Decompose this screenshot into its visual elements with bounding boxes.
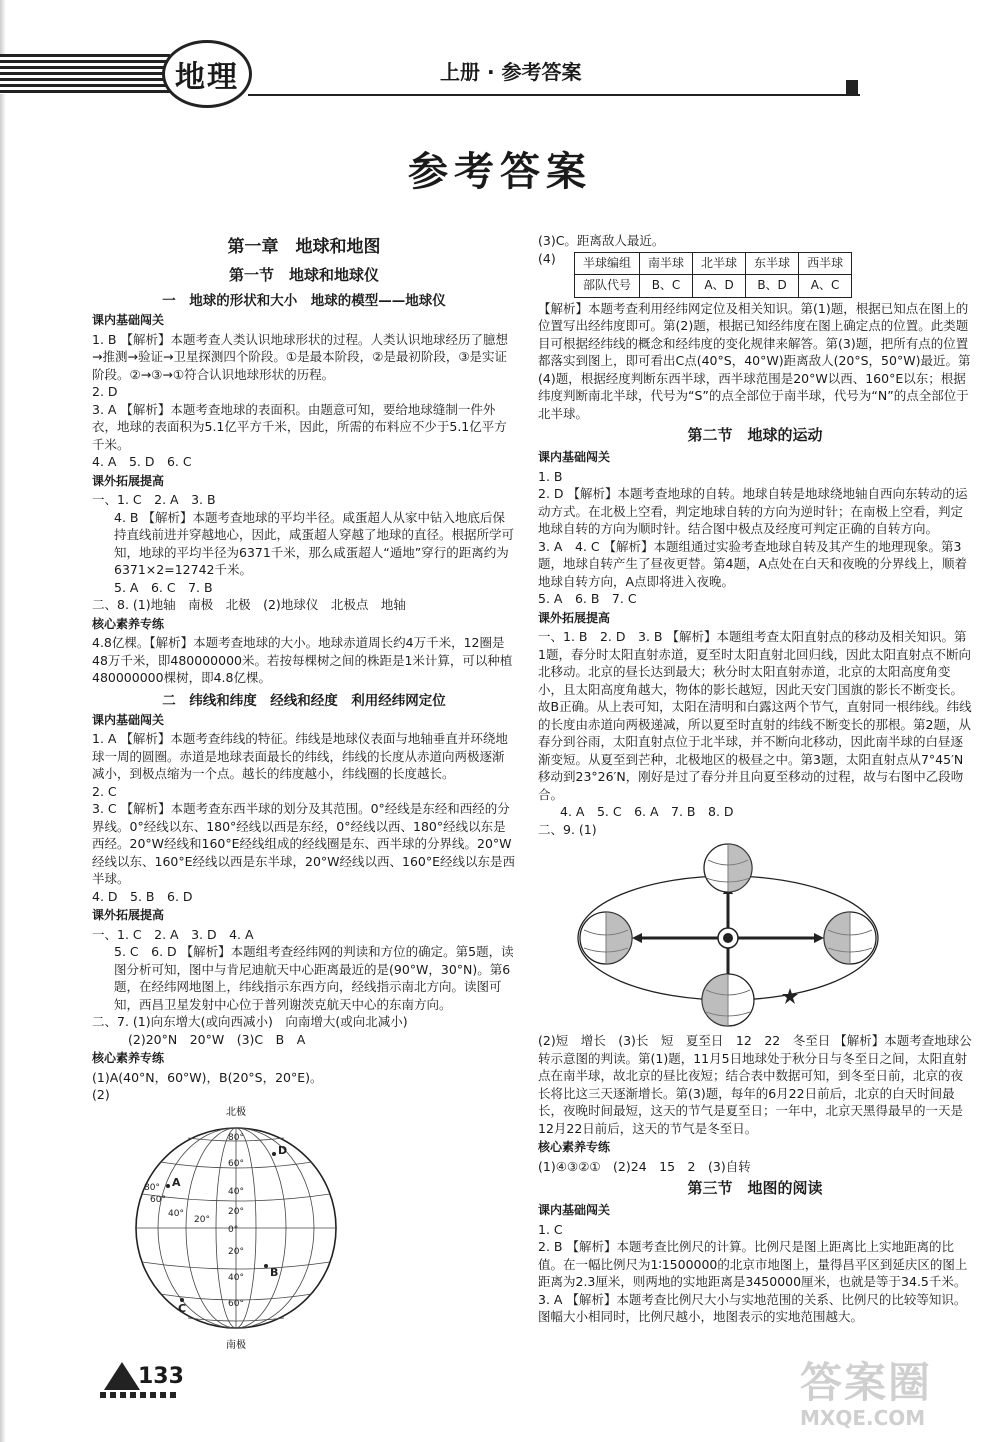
left-column [92,232,516,1352]
header-stripes [0,54,170,94]
block-heading: 核心素养专练 [92,1051,165,1065]
table-cell: 西半球 [799,252,852,275]
chapter-heading: 第一章 地球和地图 [227,237,381,257]
globe-graticule-figure [132,1104,352,1352]
section-heading-2: 第二节 地球的运动 [687,426,823,444]
globe-point-d: D [278,1143,288,1157]
globe-lat-label: 60° [228,1158,244,1169]
right-column [538,232,972,1326]
header-square [846,80,858,94]
answer-table-wrap [538,250,972,300]
block-heading: 课外拓展提高 [92,908,165,922]
page-number-triangle [104,1362,140,1390]
answer-item: 一、1. C 2. A 3. D 4. A [92,926,254,942]
block-heading: 课内基础闯关 [92,712,165,727]
table-cell: 北半球 [693,252,746,275]
answer-item-number: (4) [538,250,556,266]
globe-point-a-dot [166,1184,170,1188]
subsection-heading-2: 二 纬线和纬度 经线和经度 利用经纬网定位 [162,692,446,709]
table-cell: B、D [746,275,799,298]
answer-item: 2. C [92,783,117,799]
globe-point-b-dot [264,1264,268,1268]
answer-item: (1)A(40°N，60°W)，B(20°S，20°E)。 [92,1069,323,1085]
answer-item: 3. A 4. C 【解析】本题组通过实验考查地球自转及其产生的地理现象。第3题，地球自转产生了昼夜更替。第4题，A点处在白天和夜晚的分界线上，顺着地球自转方向，A点即将进入夜晚。 [538,538,968,589]
globe-lon-label: 80° [144,1182,160,1193]
sun-icon [718,928,738,948]
page-number [100,1358,190,1398]
globe-lat-label: 80° [228,1132,244,1143]
answer-item: 1. B [538,468,563,484]
answer-item: (3)C。距离敌人最近。 [538,233,665,248]
page-title: 参考答案 [408,148,592,195]
block-heading: 课外拓展提高 [92,473,165,488]
answer-item: (2)短 增长 (3)长 短 夏至日 12 22 冬至日 【解析】本题考查地球公转示意图的判读。第(1)题，11月5日地球处于秋分日与冬至日之间，太阳直射点在南半球，故北京的昼比夜短；结合表中数据可知，到冬至日前，北京的夜长将比这三天逐渐增长。第(3)题，每年的6月22日前后，北京的白天时间最长，夜晚时间最短，这天的节气是夏至日；一年中，北京天黑得最早的一天是12月22日前后，这天的节气是冬至日。 [538,1033,972,1136]
subsection-heading-1: 一 地球的形状和大小 地球的模型——地球仪 [162,293,446,309]
answer-item: (2) [92,1087,110,1102]
answer-item: 2. B 【解析】本题考查比例尺的计算。比例尺是图上距离比上实地距离的比值。在一幅比例尺为1∶1500000的北京市地图上，量得昌平区到延庆区的图上距离为2.3厘米，则两地的实地距离是3450000厘米，也就是等于34.5千米。 [538,1239,968,1289]
globe-lon-label: 20° [194,1214,210,1225]
answer-item: 二、9. (1) [538,821,597,837]
answer-item: 4. A 5. D 6. C [92,454,192,469]
answer-item: 4. D 5. B 6. D [92,888,193,904]
answer-item: (2)20°N 20°W (3)C B A [128,1031,306,1047]
answer-item: 二、8. (1)地轴 南极 北极 (2)地球仪 北极点 地轴 [92,597,406,612]
header-title: 上册 · 参考答案 [440,60,582,84]
answer-item: 一、1. B 2. D 3. B 【解析】本题组考查太阳直射点的移动及相关知识。第1题，春分时太阳直射赤道，夏至时太阳直射北回归线，因此太阳直射点不断向北移动。北京的昼长达到最大；秋分时太阳直射赤道，北京的太阳高度角变小，且太阳高度角越大，物体的影长越短，因此天安门国旗的影长不断变长。故B正确。从上表可知，太阳在清明和白露这两个节气，直射同一根纬线。纬线的长度由赤道向两极递减，所以夏至时直射的纬线不断变长的那根。第2题，从春分到谷雨，太阳直射点位于北半球，并不断向北移动，因此南半球的白昼逐渐变短。从夏至到芒种，北极地区的极昼之中。第3题，太阳直射点从7°45′N移动到23°26′N，刚好是过了春分并且向夏至移动的过程，故与右图中乙段吻合。 [538,629,972,802]
page-number-text: 133 [138,1364,184,1389]
answer-item: 1. A 【解析】本题考查纬线的特征。纬线是地球仪表面与地轴垂直并环绕地球一周的圆圈。赤道是地球表面最长的纬线，纬线的长度从赤道向两极逐渐减小，到极点缩为一个点。越长的纬度越小，纬线圈的长度越长。 [92,731,508,781]
block-heading: 核心素养专练 [92,616,165,631]
header-rule [248,94,860,96]
table-row [575,252,852,275]
answer-item: 二、7. (1)向东增大(或向西减小) 向南增大(或向北减小) [92,1014,408,1029]
answer-item: (1)④③②① (2)24 15 2 (3)自转 [538,1158,751,1174]
answer-item: 3. C 【解析】本题考查东西半球的划分及其范围。0°经线是东经和西经的分界线。0°经线以东、180°经线以西是东经，0°经线以西、180°经线以东是西经。20°W经线和160°E经线组成的经线圈是东、西半球的分界线。20°W经线以东、160°E经线以西是东半球，20°W经线以西、160°E经线以东是西半球。 [92,801,516,886]
answer-item: 2. D [92,384,118,399]
answer-item: 2. D 【解析】本题考查地球的自转。地球自转是地球绕地轴自西向东转动的运动方式。在北极上空看，判定地球自转的方向为逆时针；在南极上空看，判定地球自转的方向为顺时针。结合图中极点及经度可判定正确的自转方向。 [538,486,968,536]
answer-item: 5. A 6. B 7. C [538,591,637,606]
scan-edge [0,0,6,1442]
watermark-en: MXQE.COM [800,1406,926,1430]
answer-item: 1. C [538,1221,563,1237]
earth-orbit-diagram [568,840,898,1030]
watermark-cn: 答案圈 [800,1358,933,1407]
subject-badge: 地理 [162,40,252,108]
section-heading-3: 第三节 地图的阅读 [687,1179,823,1197]
answer-item: 5. A 6. C 7. B [114,579,213,595]
globe-lat-label: 40° [228,1186,244,1197]
globe-point-d-dot [272,1152,276,1156]
globe-lat-label: 20° [228,1246,244,1257]
site-watermark [800,1350,990,1430]
globe-lon-label: 60° [150,1194,166,1205]
table-row [575,275,852,298]
globe-north-label: 北极 [226,1106,246,1118]
answer-item: 一、1. C 2. A 3. B [92,492,216,507]
block-heading: 课内基础闯关 [538,1203,611,1217]
block-heading: 课外拓展提高 [538,610,611,625]
table-cell: 部队代号 [575,275,640,298]
section-heading-1: 第一节 地球和地球仪 [228,266,379,284]
globe-lat-label: 60° [228,1298,244,1309]
hemisphere-table [574,252,852,298]
table-cell: A、D [693,275,746,298]
page-number-wave [100,1392,180,1398]
globe-lat-label: 40° [228,1272,244,1283]
table-cell: A、C [799,275,852,298]
table-cell: B、C [640,275,693,298]
globe-lat-label: 0° [228,1224,239,1235]
block-heading: 课内基础闯关 [538,450,611,464]
answer-item: 4.8亿棵。【解析】本题考查地球的大小。地球赤道周长约4万千米，12圈是48万千米，即480000000米。若按每棵树之间的株距是1米计算，可以种植480000000棵树，即4.8亿棵。 [92,635,513,685]
page-header [0,40,1000,110]
globe-point-a: A [172,1175,181,1189]
globe-point-b: B [270,1265,279,1279]
answer-item: 3. A 【解析】本题考查地球的表面积。由题意可知，要给地球缝制一件外衣，地球的表面积为5.1亿平方千米，因此，所需的布料应不少于5.1亿平方千米。 [92,401,507,452]
answer-item: 4. A 5. C 6. A 7. B 8. D [560,804,734,819]
answer-item: 5. C 6. D 【解析】本题组考查经纬网的判读和方位的确定。第5题，读图分析可知，图中与肯尼迪航天中心距离最近的是(90°W，30°N)。第6题，在经纬网地图上，纬线指示东西方向，经线指示南北方向。读图可知，西昌卫星发射中心位于普列谢茨克航天中心的东南方向。 [114,944,514,1012]
globe-lat-label: 20° [228,1206,244,1217]
answer-item: 【解析】本题考查利用经纬网定位及相关知识。第(1)题，根据已知点在图上的位置写出经纬度即可。第(2)题，根据已知经纬度在图上确定点的位置。此类题目可根据经纬线的概念和经纬度的变化规律来解答。第(3)题，把所有点的位置都落实到图上，即可看出C点(40°S，40°W)距离敌人(20°S，50°W)最近。第(4)题，根据经度判断东西半球，西半球范围是20°W以西、160°E以东；根据纬度判断南北半球，代号为“S”的点全部位于南半球，代号为“N”的点全部位于北半球。 [538,300,971,421]
table-cell: 南半球 [640,252,693,275]
block-heading: 课内基础闯关 [92,313,165,327]
table-cell: 东半球 [746,252,799,275]
globe-south-label: 南极 [226,1339,246,1351]
block-heading: 核心素养专练 [538,1140,611,1154]
answer-item: 1. B 【解析】本题考查人类认识地球形状的过程。人类认识地球经历了臆想→推测→验证→卫星探测四个阶段。①是最本阶段，②是最初阶段，③是实证阶段。②→③→①符合认识地球形状的历程。 [92,331,508,382]
table-cell: 半球编组 [575,252,640,275]
answer-item: 3. A 【解析】本题考查比例尺大小与实地范围的关系、比例尺的比较等知识。图幅大小相同时，比例尺越小，地图表示的实地范围越大。 [538,1291,967,1324]
globe-lon-label: 40° [168,1208,184,1219]
answer-item: 4. B 【解析】本题考查地球的平均半径。咸蛋超人从家中钻入地底后保持直线前进并穿越地心，因此，咸蛋超人穿越了地球的直径。根据所学可知，地球的平均半径为6371千米，那么咸蛋超人“遁地”穿行的距离约为6371×2=12742千米。 [114,509,515,577]
globe-point-c: C [178,1301,187,1315]
